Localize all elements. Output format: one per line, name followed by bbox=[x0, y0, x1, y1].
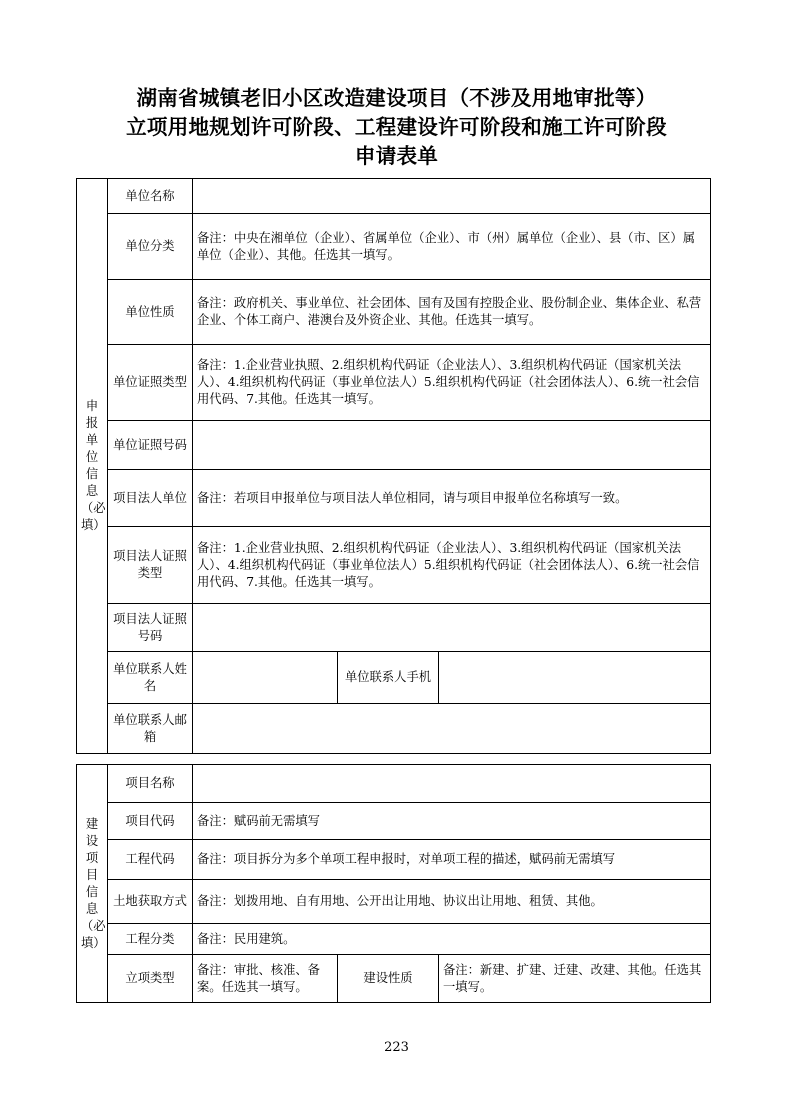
label-project-code: 项目代码 bbox=[108, 803, 193, 840]
label-legal-cert-type: 项目法人证照类型 bbox=[108, 527, 193, 604]
row-legal-unit bbox=[77, 470, 711, 527]
row-contact bbox=[77, 652, 711, 704]
label-project-name: 项目名称 bbox=[108, 765, 193, 803]
label-cert-type: 单位证照类型 bbox=[108, 345, 193, 421]
field-legal-unit[interactable]: 备注：若项目申报单位与项目法人单位相同，请与项目申报单位名称填写一致。 bbox=[193, 470, 711, 527]
label-approval-type: 立项类型 bbox=[108, 955, 193, 1003]
field-legal-cert-type[interactable]: 备注：1.企业营业执照、2.组织机构代码证（企业法人）、3.组织机构代码证（国家机关法人）、4.组织机构代码证（事业单位法人）5.组织机构代码证（社会团体法人）、6.统一社会信用代码、7.其他。任选其一填写。 bbox=[193, 527, 711, 604]
row-unit-nature bbox=[77, 280, 711, 345]
field-cert-no[interactable] bbox=[193, 421, 711, 470]
label-unit-nature: 单位性质 bbox=[108, 280, 193, 345]
row-engineering-code bbox=[77, 840, 711, 880]
section-label-project: 建设项目信息（必填） bbox=[77, 765, 108, 1003]
row-eng-category bbox=[77, 924, 711, 955]
row-approval-type bbox=[77, 955, 711, 1003]
form-title-line-3: 申请表单 bbox=[354, 144, 439, 168]
label-contact-email: 单位联系人邮箱 bbox=[108, 704, 193, 754]
label-legal-cert-no: 项目法人证照号码 bbox=[108, 604, 193, 652]
page-number: 223 bbox=[384, 1040, 409, 1055]
label-cert-no: 单位证照号码 bbox=[108, 421, 193, 470]
field-legal-cert-no[interactable] bbox=[193, 604, 711, 652]
field-project-name[interactable] bbox=[193, 765, 711, 803]
field-land-method[interactable]: 备注：划拨用地、自有用地、公开出让用地、协议出让用地、租赁、其他。 bbox=[193, 880, 711, 924]
row-legal-cert-type bbox=[77, 527, 711, 604]
row-project-name bbox=[77, 765, 711, 803]
field-unit-name[interactable] bbox=[193, 179, 711, 214]
label-contact-phone: 单位联系人手机 bbox=[338, 652, 439, 704]
label-legal-unit: 项目法人单位 bbox=[108, 470, 193, 527]
section-label-applicant: 申报单位信息（必填） bbox=[77, 179, 108, 754]
field-contact-email[interactable] bbox=[193, 704, 711, 754]
row-land-method bbox=[77, 880, 711, 924]
label-contact-name: 单位联系人姓名 bbox=[108, 652, 193, 704]
field-approval-type[interactable]: 备注：审批、核准、备案。任选其一填写。 bbox=[193, 955, 338, 1003]
field-engineering-code[interactable]: 备注：项目拆分为多个单项工程申报时，对单项工程的描述，赋码前无需填写 bbox=[193, 840, 711, 880]
field-eng-category[interactable]: 备注：民用建筑。 bbox=[193, 924, 711, 955]
label-land-method: 土地获取方式 bbox=[108, 880, 193, 924]
field-contact-name[interactable] bbox=[193, 652, 338, 704]
label-unit-category: 单位分类 bbox=[108, 214, 193, 280]
row-unit-category bbox=[77, 214, 711, 280]
project-info-table bbox=[76, 764, 711, 1003]
row-legal-cert-no bbox=[77, 604, 711, 652]
field-unit-nature[interactable]: 备注：政府机关、事业单位、社会团体、国有及国有控股企业、股份制企业、集体企业、私营企业、个体工商户、港澳台及外资企业、其他。任选其一填写。 bbox=[193, 280, 711, 345]
label-engineering-code: 工程代码 bbox=[108, 840, 193, 880]
field-cert-type[interactable]: 备注：1.企业营业执照、2.组织机构代码证（企业法人）、3.组织机构代码证（国家机关法人）、4.组织机构代码证（事业单位法人）5.组织机构代码证（社会团体法人）、6.统一社会信用代码、7.其他。任选其一填写。 bbox=[193, 345, 711, 421]
field-project-code[interactable]: 备注：赋码前无需填写 bbox=[193, 803, 711, 840]
row-project-code bbox=[77, 803, 711, 840]
form-title-line-1: 湖南省城镇老旧小区改造建设项目（不涉及用地审批等） bbox=[136, 86, 657, 110]
field-unit-category[interactable]: 备注：中央在湘单位（企业）、省属单位（企业）、市（州）属单位（企业）、县（市、区）属单位（企业）、其他。任选其一填写。 bbox=[193, 214, 711, 280]
label-construction-nature: 建设性质 bbox=[338, 955, 439, 1003]
field-construction-nature[interactable]: 备注：新建、扩建、迁建、改建、其他。任选其一填写。 bbox=[439, 955, 711, 1003]
application-form-table bbox=[76, 178, 711, 754]
row-unit-name bbox=[77, 179, 711, 214]
label-eng-category: 工程分类 bbox=[108, 924, 193, 955]
field-contact-phone[interactable] bbox=[439, 652, 711, 704]
label-unit-name: 单位名称 bbox=[108, 179, 193, 214]
row-contact-email bbox=[77, 704, 711, 754]
row-cert-no bbox=[77, 421, 711, 470]
form-title-line-2: 立项用地规划许可阶段、工程建设许可阶段和施工许可阶段 bbox=[126, 115, 667, 139]
row-cert-type bbox=[77, 345, 711, 421]
